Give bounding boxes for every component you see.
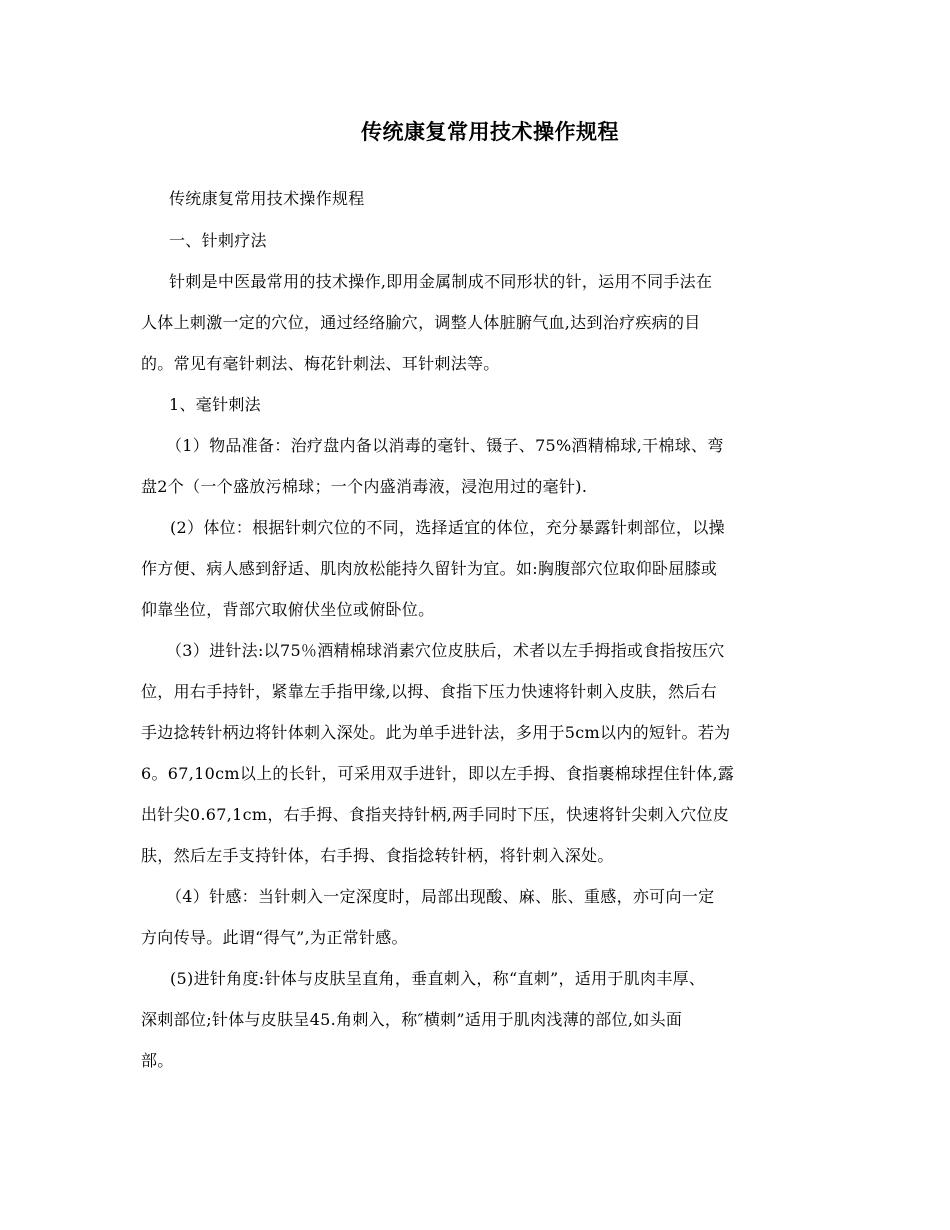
paragraph-line: （3）进针法:以75％酒精棉球消素穴位皮肤后，术者以左手拇指或食指按压穴 <box>166 641 725 660</box>
paragraph-line: 仰靠坐位，背部穴取俯伏坐位或俯卧位。 <box>141 600 435 619</box>
paragraph-line: 作方便、病人感到舒适、肌肉放松能持久留针为宜。如:胸腹部穴位取仰卧屈膝或 <box>141 559 718 578</box>
document-title: 传统康复常用技术操作规程 <box>361 119 619 144</box>
paragraph-line: 传统康复常用技术操作规程 <box>169 189 365 208</box>
subsection-heading: 1、毫针刺法 <box>169 395 261 414</box>
paragraph-line: 方向传导。此谓“得气”,为正常针感。 <box>141 928 408 947</box>
paragraph-line: 深刺部位;针体与皮肤呈45.角刺入，称″横刺”适用于肌肉浅薄的部位,如头面 <box>141 1010 683 1029</box>
paragraph-line: 6。67,10cm以上的长针，可采用双手进针，即以左手拇、食指裹棉球捏住针体,露 <box>141 764 735 783</box>
paragraph-line: （4）针感：当针刺入一定深度时，局部出现酸、麻、胀、重感，亦可向一定 <box>166 887 715 906</box>
paragraph-line: 的。常见有毫针刺法、梅花针刺法、耳针刺法等。 <box>141 354 500 373</box>
paragraph-line: （1）物品准备：治疗盘内备以消毒的毫针、镊子、75%酒精棉球,干棉球、弯 <box>166 436 724 455</box>
paragraph-line: 部。 <box>141 1051 174 1070</box>
section-heading: 一、针刺疗法 <box>169 231 267 250</box>
paragraph-line: 针刺是中医最常用的技术操作,即用金属制成不同形状的针，运用不同手法在 <box>169 272 713 291</box>
paragraph-line: 肤，然后左手支持针体，右手拇、食指捻转针柄，将针刺入深处。 <box>141 846 614 865</box>
paragraph-line: 位，用右手持针，紧靠左手指甲缘,以拇、食指下压力快速将针刺入皮肤，然后右 <box>141 682 717 701</box>
paragraph-line: 手边捻转针柄边将针体刺入深处。此为单手进针法，多用于5cm以内的短针。若为 <box>141 723 731 742</box>
paragraph-line: (5)进针角度:针体与皮肤呈直角，垂直刺入，称“直刺”，适用于肌肉丰厚、 <box>170 969 706 988</box>
paragraph-line: 出针尖0.67,1cm，右手拇、食指夹持针柄,两手同时下压，快速将针尖刺入穴位皮 <box>141 805 730 824</box>
paragraph-line: 盘2个（一个盛放污棉球；一个内盛消毒液，浸泡用过的毫针). <box>141 477 588 496</box>
paragraph-line: 人体上刺激一定的穴位，通过经络腧穴，调整人体脏腑气血,达到治疗疾病的目 <box>141 313 701 332</box>
paragraph-line: (2）体位：根据针刺穴位的不同，选择适宜的体位，充分暴露针刺部位，以操 <box>170 518 725 537</box>
